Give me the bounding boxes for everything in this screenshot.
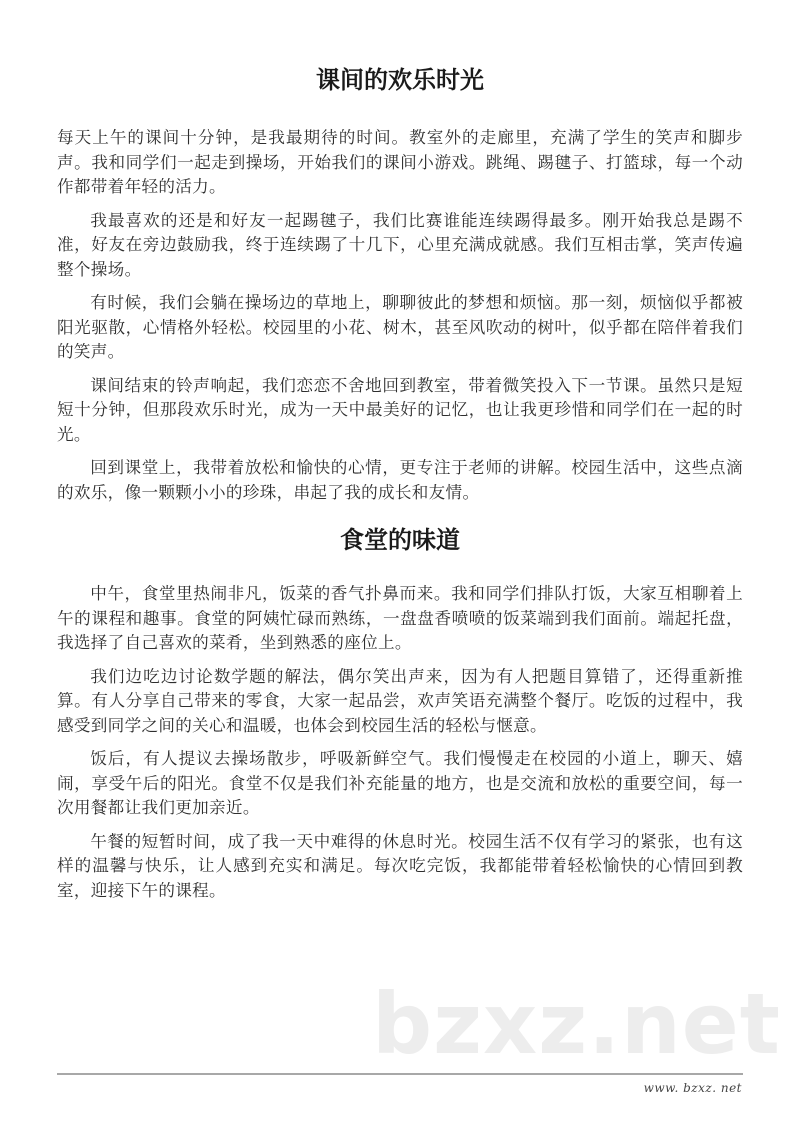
footer-divider — [57, 1073, 743, 1075]
paragraph: 我最喜欢的还是和好友一起踢毽子，我们比赛谁能连续踢得最多。刚开始我总是踢不准，好友在旁边鼓励我，终于连续踢了十几下，心里充满成就感。我们互相击掌，笑声传遍整个操场。 — [57, 210, 743, 279]
paragraph: 有时候，我们会躺在操场边的草地上，聊聊彼此的梦想和烦恼。那一刻，烦恼似乎都被阳光驱散，心情格外轻松。校园里的小花、树木，甚至风吹动的树叶，似乎都在陪伴着我们的笑声。 — [57, 293, 743, 361]
section-canteen-taste — [57, 526, 743, 554]
paragraph: 每天上午的课间十分钟，是我最期待的时间。教室外的走廊里，充满了学生的笑声和脚步声。我和同学们一起走到操场，开始我们的课间小游戏。跳绳、踢毽子、打篮球，每一个动作都带着年轻的活力。 — [57, 128, 743, 196]
paragraph: 午餐的短暂时间，成了我一天中难得的休息时光。校园生活不仅有学习的紧张，也有这样的温馨与快乐，让人感到充实和满足。每次吃完饭，我都能带着轻松愉快的心情回到教室，迎接下午的课程。 — [57, 831, 743, 900]
section-title: 食堂的味道 — [340, 526, 460, 554]
section-recess-joy-body — [57, 126, 743, 514]
paragraph: 饭后，有人提议去操场散步，呼吸新鲜空气。我们慢慢走在校园的小道上，聊天、嬉闹，享受午后的阳光。食堂不仅是我们补充能量的地方，也是交流和放松的重要空间，每一次用餐都让我们更加亲近。 — [57, 749, 743, 817]
section-title: 课间的欢乐时光 — [316, 66, 484, 94]
paragraph: 课间结束的铃声响起，我们恋恋不舍地回到教室，带着微笑投入下一节课。虽然只是短短十分钟，但那段欢乐时光，成为一天中最美好的记忆，也让我更珍惜和同学们在一起的时光。 — [57, 375, 743, 444]
paragraph: 我们边吃边讨论数学题的解法，偶尔笑出声来，因为有人把题目算错了，还得重新推算。有人分享自己带来的零食，大家一起品尝，欢声笑语充满整个餐厅。吃饭的过程中，我感受到同学之间的关心和温暖，也体会到校园生活的轻松与惬意。 — [57, 666, 743, 735]
section-recess-joy — [57, 66, 743, 94]
paragraph: 中午，食堂里热闹非凡，饭菜的香气扑鼻而来。我和同学们排队打饭，大家互相聊着上午的课程和趣事。食堂的阿姨忙碌而熟练，一盘盘香喷喷的饭菜端到我们面前。端起托盘，我选择了自己喜欢的菜肴，坐到熟悉的座位上。 — [57, 584, 743, 652]
footer-url: www. bzxz. net — [643, 1081, 742, 1095]
paragraph: 回到课堂上，我带着放松和愉快的心情，更专注于老师的讲解。校园生活中，这些点滴的欢乐，像一颗颗小小的珍珠，串起了我的成长和友情。 — [57, 458, 743, 502]
watermark: bzxz.net — [372, 975, 781, 1073]
section-canteen-taste-body — [57, 582, 743, 912]
